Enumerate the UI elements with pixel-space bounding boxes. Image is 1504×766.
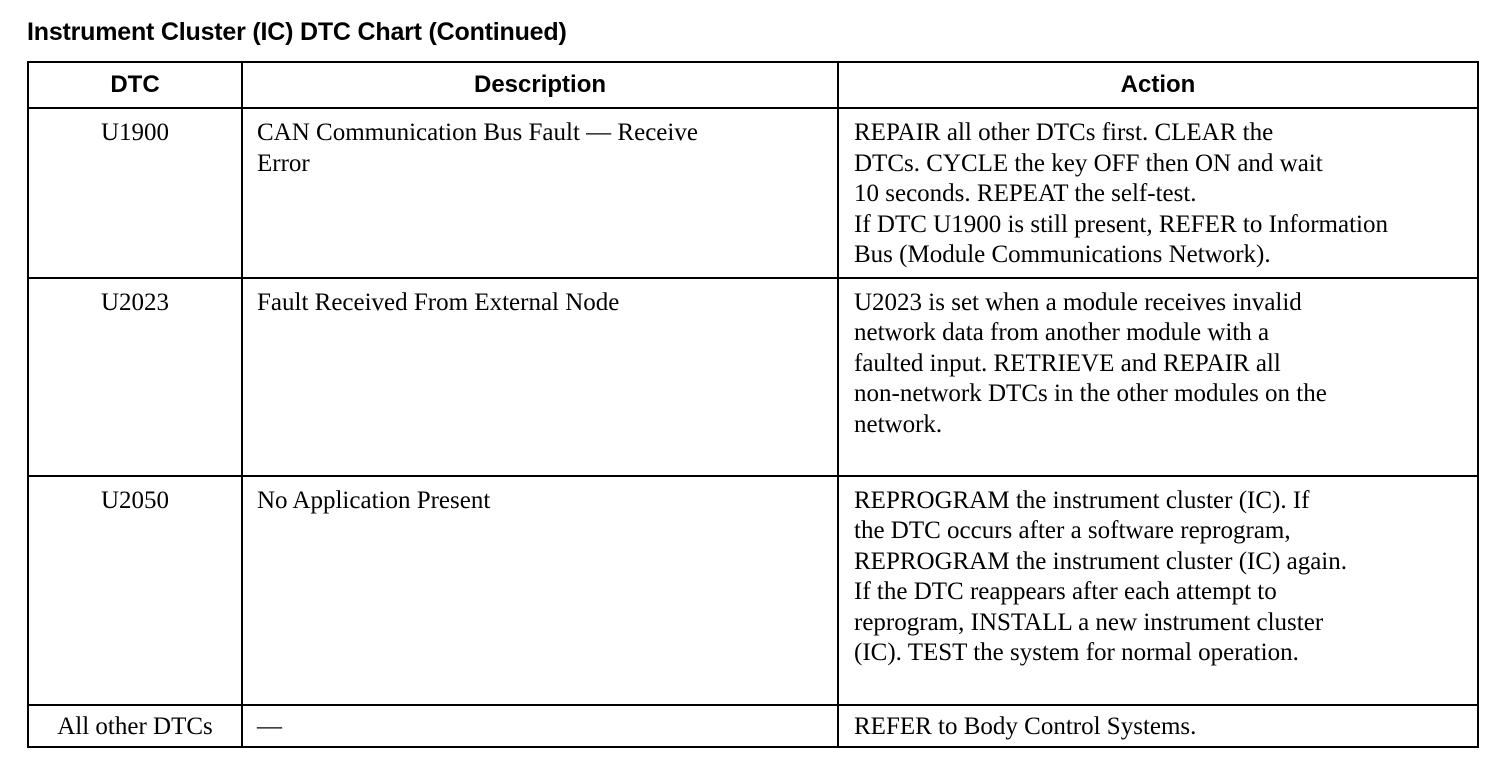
dtc-table bbox=[27, 61, 1479, 748]
description-line: No Application Present bbox=[257, 486, 491, 514]
action-line: Bus (Module Communications Network). bbox=[854, 241, 1271, 268]
table-header-row bbox=[28, 62, 1478, 108]
description-line: Fault Received From External Node bbox=[257, 288, 620, 316]
description-line: — bbox=[257, 712, 282, 740]
table-row bbox=[28, 476, 1478, 705]
action-line: reprogram, INSTALL a new instrument cluster bbox=[854, 608, 1324, 636]
page-title: Instrument Cluster (IC) DTC Chart (Continued) bbox=[27, 18, 567, 46]
description-line: Error bbox=[257, 149, 310, 177]
column-header-dtc: DTC bbox=[28, 62, 242, 108]
column-header-description: Description bbox=[242, 62, 838, 108]
action-cell bbox=[838, 108, 1478, 278]
column-header-action: Action bbox=[838, 62, 1478, 108]
description-cell bbox=[242, 108, 838, 278]
action-line: network data from another module with a bbox=[854, 319, 1270, 346]
description-cell bbox=[242, 278, 838, 476]
action-line: REPROGRAM the instrument cluster (IC). If bbox=[854, 486, 1310, 514]
action-line: DTCs. CYCLE the key OFF then ON and wait bbox=[854, 149, 1323, 177]
action-line: If DTC U1900 is still present, REFER to Information bbox=[854, 210, 1388, 238]
action-line: the DTC occurs after a software reprogram, bbox=[854, 517, 1291, 544]
table-row bbox=[28, 278, 1478, 476]
action-line: REPROGRAM the instrument cluster (IC) again. bbox=[854, 547, 1347, 575]
dtc-code-cell: U1900 bbox=[28, 108, 242, 278]
action-cell bbox=[838, 278, 1478, 476]
action-line: non-network DTCs in the other modules on the bbox=[854, 380, 1327, 407]
action-line: network. bbox=[854, 410, 943, 438]
action-line: REPAIR all other DTCs first. CLEAR the bbox=[854, 119, 1274, 146]
action-line: If the DTC reappears after each attempt to bbox=[854, 578, 1277, 605]
dtc-code-cell: All other DTCs bbox=[28, 705, 242, 748]
dtc-code-cell: U2023 bbox=[28, 278, 242, 476]
action-line: 10 seconds. REPEAT the self-test. bbox=[854, 180, 1197, 207]
dtc-code-cell: U2050 bbox=[28, 476, 242, 705]
action-line: U2023 is set when a module receives invalid bbox=[854, 288, 1302, 316]
action-line: faulted input. RETRIEVE and REPAIR all bbox=[854, 349, 1281, 377]
description-cell bbox=[242, 476, 838, 705]
description-cell bbox=[242, 705, 838, 748]
action-line: (IC). TEST the system for normal operation. bbox=[854, 639, 1299, 666]
table-row bbox=[28, 108, 1478, 278]
action-line: REFER to Body Control Systems. bbox=[854, 712, 1197, 740]
action-cell bbox=[838, 476, 1478, 705]
table-row bbox=[28, 705, 1478, 748]
description-line: CAN Communication Bus Fault — Receive bbox=[257, 119, 698, 146]
action-cell bbox=[838, 705, 1478, 748]
